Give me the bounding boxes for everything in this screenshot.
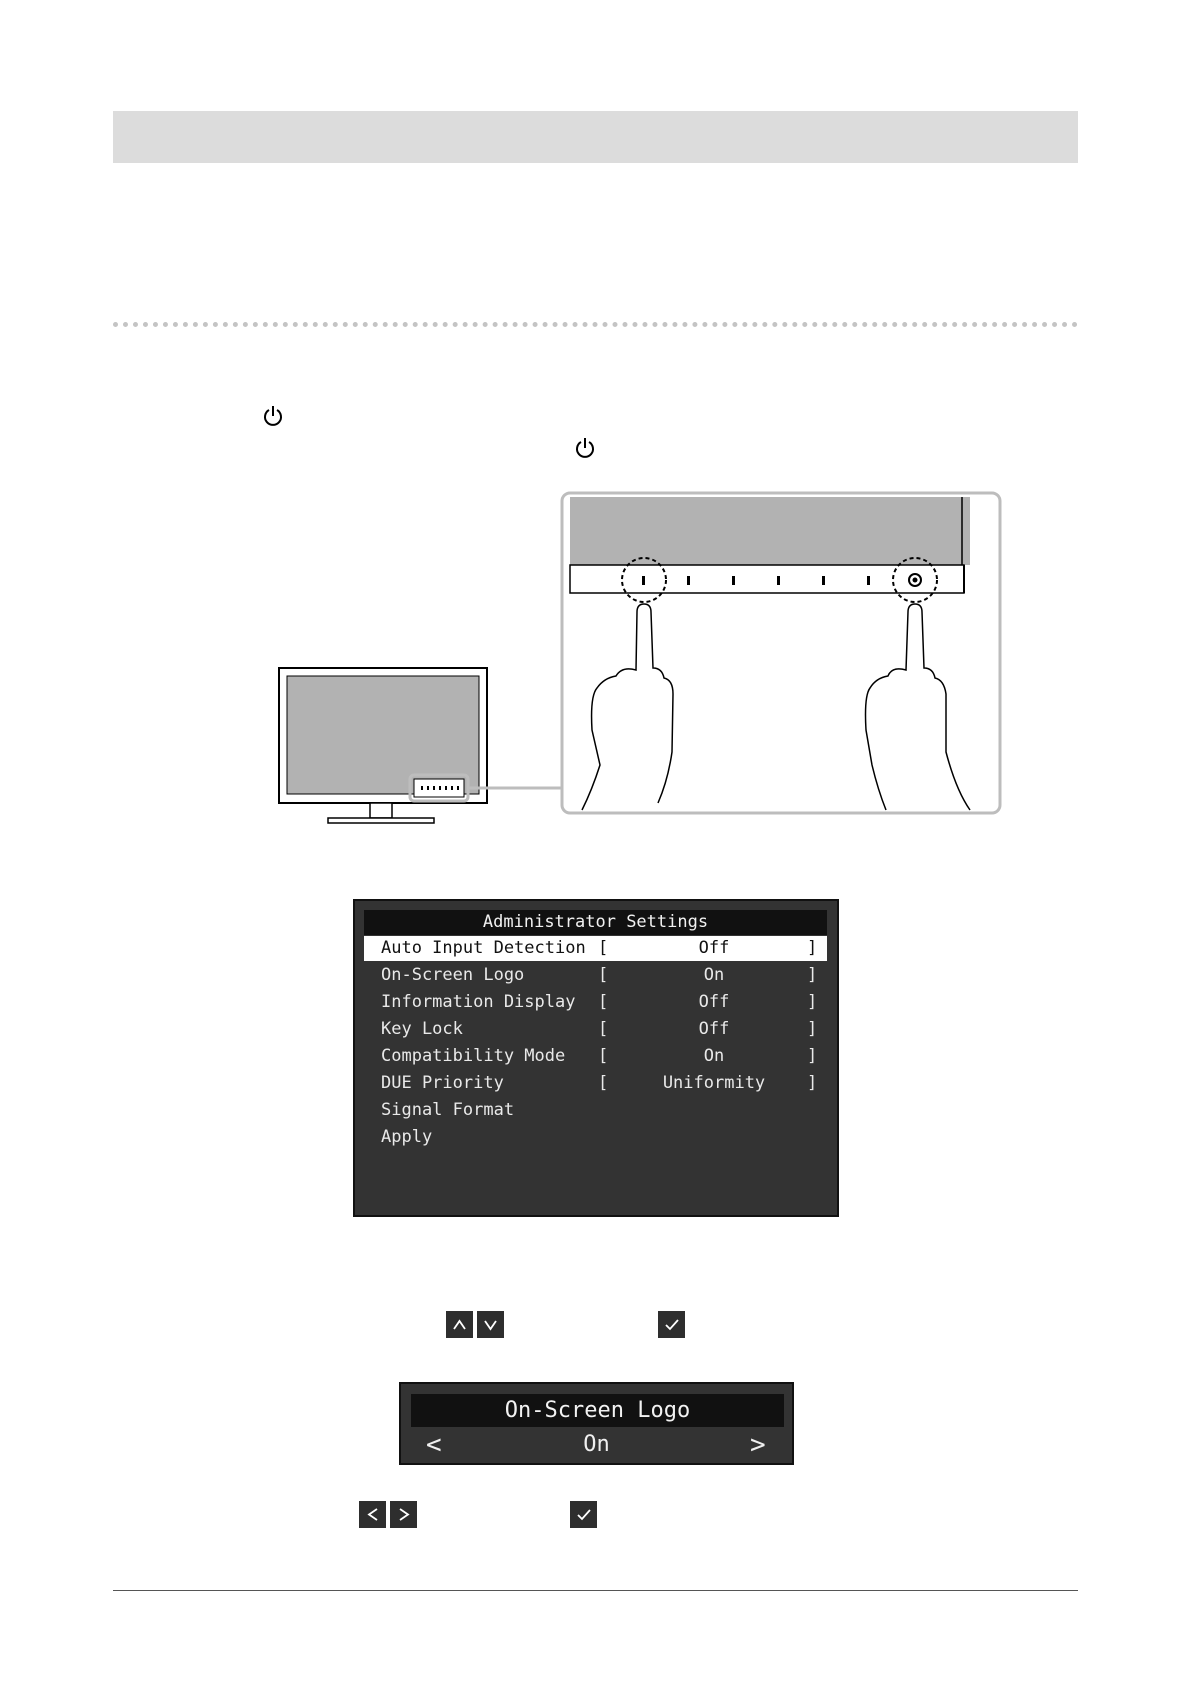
- power-icon: [263, 405, 283, 427]
- menu-item-value: On: [703, 965, 725, 985]
- menu-item-label: Key Lock: [381, 1019, 463, 1039]
- footer-rule: [113, 1590, 1078, 1591]
- bracket-close: ]: [807, 1073, 818, 1093]
- section-header-bar: [113, 111, 1078, 163]
- bracket-open: [: [598, 938, 609, 958]
- menu-item-label: Signal Format: [381, 1100, 515, 1120]
- menu-item-due-priority[interactable]: [364, 1071, 827, 1096]
- chevron-left-icon[interactable]: <: [426, 1430, 442, 1460]
- menu-item-label: Auto Input Detection: [381, 938, 586, 958]
- menu-item-signal-format[interactable]: [364, 1098, 827, 1123]
- menu-item-label: DUE Priority: [381, 1073, 504, 1093]
- bracket-close: ]: [807, 992, 818, 1012]
- menu-item-label: On-Screen Logo: [381, 965, 525, 985]
- menu-item-value: Off: [698, 992, 730, 1012]
- bracket-open: [: [598, 1019, 609, 1039]
- setting-title: On-Screen Logo: [411, 1394, 784, 1427]
- dotted-separator: [113, 322, 1078, 327]
- bracket-open: [: [598, 992, 609, 1012]
- menu-item-label: Compatibility Mode: [381, 1046, 566, 1066]
- power-icon: [575, 437, 595, 459]
- front-buttons-callout: [562, 493, 1000, 813]
- monitor-front-view: [279, 668, 487, 823]
- bracket-close: ]: [807, 1019, 818, 1039]
- on-screen-logo-setting: [399, 1382, 794, 1465]
- bracket-close: ]: [807, 965, 818, 985]
- chevron-left-icon: [359, 1501, 386, 1528]
- bracket-open: [: [598, 965, 609, 985]
- menu-item-label: Information Display: [381, 992, 576, 1012]
- menu-item-auto-input-detection[interactable]: [364, 936, 827, 961]
- administrator-settings-menu: [353, 899, 839, 1217]
- checkmark-icon: [658, 1311, 685, 1338]
- chevron-right-icon[interactable]: >: [750, 1430, 766, 1460]
- bracket-open: [: [598, 1046, 609, 1066]
- menu-item-label: Apply: [381, 1127, 433, 1147]
- bracket-close: ]: [807, 938, 818, 958]
- bracket-open: [: [598, 1073, 609, 1093]
- menu-item-key-lock[interactable]: [364, 1017, 827, 1042]
- monitor-illustration: [270, 490, 1010, 830]
- menu-item-value: Off: [698, 938, 730, 958]
- menu-item-compatibility-mode[interactable]: [364, 1044, 827, 1069]
- menu-item-value: On: [703, 1046, 725, 1066]
- menu-item-information-display[interactable]: [364, 990, 827, 1015]
- menu-item-value: Off: [698, 1019, 730, 1039]
- checkmark-icon: [570, 1501, 597, 1528]
- chevron-up-icon: [446, 1311, 473, 1338]
- menu-item-apply[interactable]: [364, 1125, 827, 1150]
- setting-value: On: [583, 1432, 610, 1457]
- menu-title: Administrator Settings: [364, 910, 827, 935]
- chevron-down-icon: [477, 1311, 504, 1338]
- chevron-right-icon: [390, 1501, 417, 1528]
- menu-item-value: Uniformity: [662, 1073, 766, 1093]
- menu-item-on-screen-logo[interactable]: [364, 963, 827, 988]
- bracket-close: ]: [807, 1046, 818, 1066]
